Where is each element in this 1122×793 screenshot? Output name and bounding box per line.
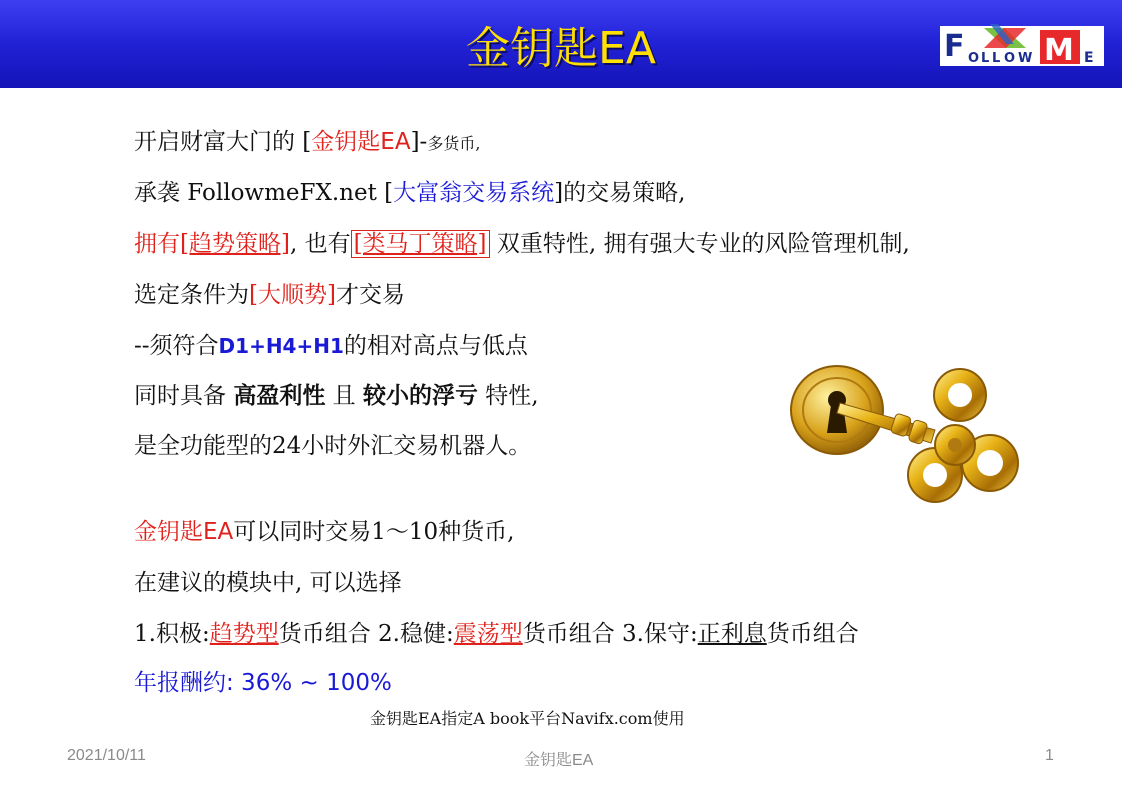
title-bar [0,0,1122,88]
text: 多货币, [427,134,481,153]
text: 1.积极: [134,621,210,647]
text: 拥有 [134,231,180,257]
footer-title: 金钥匙EA [524,752,594,769]
trend-type: 趋势型 [209,621,279,647]
line-features [134,229,910,259]
followme-logo [940,22,1104,68]
text: 选定条件为 [134,282,249,308]
high-profit: 高盈利性 [233,383,326,409]
logo-letter-o: O [968,51,980,66]
line-robot [134,431,531,461]
text: 双重特性, 拥有强大专业的风险管理机制, [489,231,910,257]
text: 开启财富大门的 [ [134,129,312,155]
text: 特性, [477,383,539,409]
big-trend: [大顺势] [249,282,336,308]
text: 货币组合 [766,621,859,647]
text: 货币组合 3.保守: [522,621,698,647]
golden-key-image [785,355,1035,525]
text: ]- [410,129,428,155]
text: --须符合 [134,333,219,359]
trend-strategy: [趋势策略] [180,231,290,257]
page-number: 1 [1045,747,1054,764]
text: 且 [325,383,363,409]
line-system [134,178,685,208]
text: 可以同时交易1～10种货币, [233,519,515,545]
broker-note: 金钥匙EA指定A book平台Navifx.com使用 [370,709,685,728]
timeframes: D1+H4+H1 [218,334,344,358]
line-intro [134,127,480,159]
logo-letter-l2: L [992,51,1001,66]
text: 货币组合 2.稳健: [278,621,454,647]
positive-interest: 正利息 [697,621,767,647]
text: 承袭 FollowmeFX.net [ [134,180,394,206]
text: ]的交易策略, [554,180,686,206]
text: 才交易 [335,282,405,308]
martingale-strategy: [类马丁策略] [351,230,490,258]
line-portfolios [134,619,859,649]
range-type: 震荡型 [453,621,523,647]
text: , 也有 [289,231,351,257]
text: 在建议的模块中, 可以选择 [134,570,402,596]
line-timeframes [134,331,528,361]
logo-letter-f: F [944,29,965,64]
footer-date: 2021/10/11 [67,747,146,764]
annual-return: 年报酬约: 36% ~ 100% [134,670,392,696]
small-drawdown: 较小的浮亏 [362,383,478,409]
logo-letter-w: W [1018,51,1033,66]
line-condition [134,280,405,310]
line-modules [134,568,402,598]
line-traits [134,381,539,411]
text: 是全功能型的24小时外汇交易机器人。 [134,433,532,459]
text: 同时具备 [134,383,234,409]
system-name: 大富翁交易系统 [393,180,555,206]
logo-letter-o2: O [1004,51,1016,66]
logo-letter-m: M [1044,33,1074,68]
logo-letter-l1: L [981,51,990,66]
ea-name: 金钥匙EA [311,129,411,155]
ea-name: 金钥匙EA [134,519,234,545]
text: 的相对高点与低点 [343,333,528,359]
slide-title: 金钥匙EA [466,23,656,74]
line-currencies [134,517,515,547]
logo-letter-e: E [1084,50,1094,66]
